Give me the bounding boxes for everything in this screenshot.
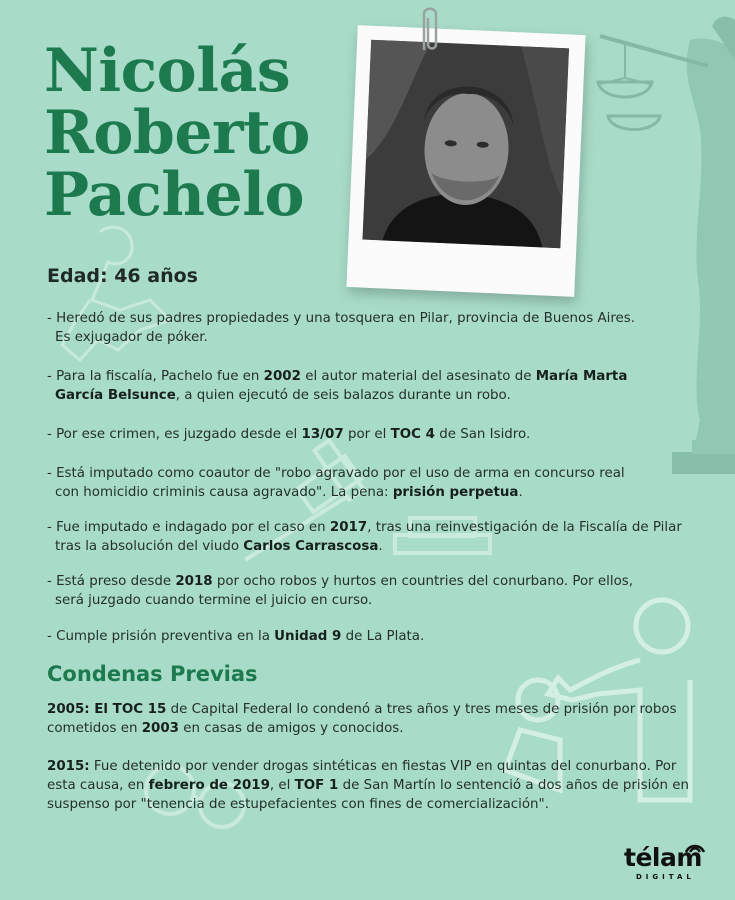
text-segment: tras la absolución del viudo <box>55 539 244 554</box>
portrait-illustration <box>362 40 569 248</box>
bold-text: 2017 <box>329 520 368 535</box>
text-line <box>47 591 707 610</box>
bold-text: 2015: <box>47 759 90 774</box>
text-line <box>47 518 707 537</box>
text-line <box>47 627 707 646</box>
text-segment: de San Martín lo sentenció a dos años de prisión en <box>338 778 689 793</box>
text-segment: de La Plata. <box>341 629 425 644</box>
text-segment: por el <box>343 427 391 442</box>
text-segment: - Por ese crimen, es juzgado desde el <box>47 427 302 442</box>
title-last-name: Pachelo <box>44 160 305 230</box>
text-line <box>47 757 707 776</box>
text-line <box>47 776 707 795</box>
title-middle-name: Roberto <box>44 98 310 168</box>
bold-text: TOF 1 <box>294 778 339 793</box>
bold-text: 13/07 <box>301 427 344 442</box>
text-segment: Es exjugador de póker. <box>55 330 208 345</box>
fact-item <box>47 464 707 502</box>
fact-item <box>47 572 707 610</box>
text-line <box>47 700 707 719</box>
paperclip-icon <box>418 4 442 60</box>
bold-text: 2003 <box>141 721 179 736</box>
fact-item <box>47 309 707 347</box>
fact-item <box>47 425 707 444</box>
person-name-title <box>44 36 310 230</box>
justice-statue-icon <box>598 17 735 474</box>
bold-text: 2018 <box>175 574 213 589</box>
text-line <box>47 464 707 483</box>
text-segment: suspenso por "tenencia de estupefacientes con fines de comercialización". <box>47 797 549 812</box>
bold-text: Unidad 9 <box>274 629 342 644</box>
text-segment: por ocho robos y hurtos en countries del conurbano. Por ellos, <box>212 574 634 589</box>
text-segment: cometidos en <box>47 721 142 736</box>
condena-item <box>47 700 707 738</box>
bold-text: 2005: El TOC 15 <box>47 702 167 717</box>
text-line <box>47 719 707 738</box>
bold-text: María Marta <box>535 369 628 384</box>
text-segment: , a quien ejecutó de seis balazos durante un robo. <box>175 388 511 403</box>
text-segment: - Para la fiscalía, Pachelo fue en <box>47 369 264 384</box>
fact-item <box>47 627 707 646</box>
text-segment: de Capital Federal lo condenó a tres años y tres meses de prisión por robos <box>166 702 677 717</box>
text-segment: con homicidio criminis causa agravado". La pena: <box>55 485 393 500</box>
text-segment: de San Isidro. <box>434 427 531 442</box>
text-line <box>47 386 707 405</box>
text-segment: esta causa, en <box>47 778 149 793</box>
bold-text: febrero de 2019 <box>148 778 270 793</box>
text-segment: . <box>518 485 523 500</box>
text-line <box>47 425 707 444</box>
title-first-name: Nicolás <box>44 36 291 106</box>
fact-item <box>47 367 707 405</box>
text-segment: , tras una reinvestigación de la Fiscalía de Pilar <box>367 520 682 535</box>
text-segment: en casas de amigos y conocidos. <box>179 721 404 736</box>
text-segment: Fue detenido por vender drogas sintéticas en fiestas VIP en quintas del conurbano. Por <box>89 759 677 774</box>
text-line <box>47 483 707 502</box>
text-segment: será juzgado cuando termine el juicio en curso. <box>55 593 373 608</box>
text-segment: - Cumple prisión preventiva en la <box>47 629 275 644</box>
section-title-condenas: Condenas Previas <box>47 662 258 686</box>
text-segment: el autor material del asesinato de <box>300 369 536 384</box>
text-segment: - Está imputado como coautor de "robo agravado por el uso de arma en concurso real <box>47 466 625 481</box>
text-line <box>47 572 707 591</box>
text-line <box>47 367 707 386</box>
condena-item <box>47 757 707 814</box>
text-line <box>47 795 707 814</box>
age-heading: Edad: 46 años <box>47 265 198 287</box>
bold-text: 2002 <box>263 369 301 384</box>
text-segment: - Fue imputado e indagado por el caso en <box>47 520 330 535</box>
telam-logo-subtitle: DIGITAL <box>636 873 695 881</box>
text-line <box>47 328 707 347</box>
text-segment: . <box>378 539 383 554</box>
text-segment: - Heredó de sus padres propiedades y una tosquera en Pilar, provincia de Buenos Aires. <box>47 311 636 326</box>
polaroid-photo <box>346 25 585 297</box>
text-line <box>47 309 707 328</box>
fact-item <box>47 518 707 556</box>
text-line <box>47 537 707 556</box>
bold-text: García Belsunce <box>55 388 176 403</box>
telam-logo: télam <box>624 843 702 872</box>
bold-text: Carlos Carrascosa <box>243 539 379 554</box>
portrait-photo <box>362 40 569 248</box>
text-segment: - Está preso desde <box>47 574 176 589</box>
bold-text: prisión perpetua <box>392 485 519 500</box>
text-segment: , el <box>269 778 295 793</box>
bold-text: TOC 4 <box>390 427 435 442</box>
